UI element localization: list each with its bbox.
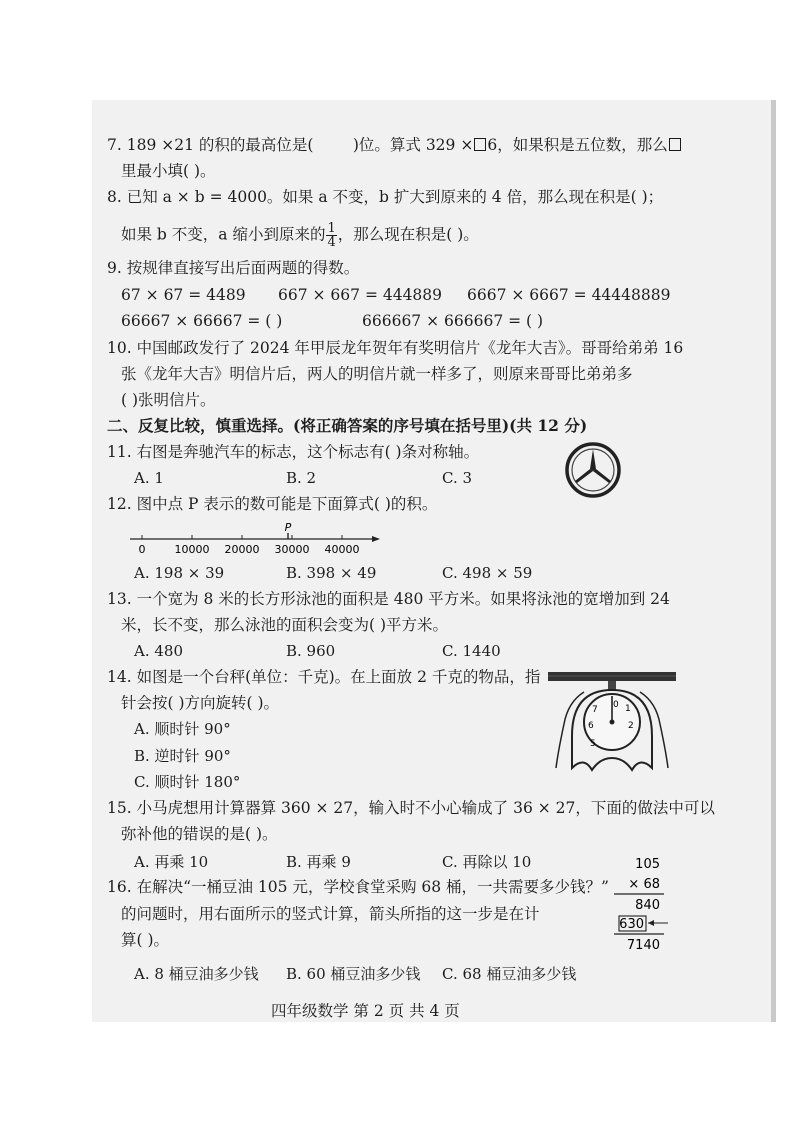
q9-eq2: 667 × 667 = 444889 (278, 286, 443, 304)
blank-square-icon (474, 138, 486, 151)
q16-line1: 16. 在解决“一桶豆油 105 元，学校食堂采购 68 桶，一共需要多少钱？” (107, 878, 609, 896)
dial-number-6: 6 (588, 721, 594, 731)
q14-line2: 针会按( )方向旋转( )。 (121, 694, 280, 712)
q8-line1: 8. 已知 a × b = 4000。如果 a 不变，b 扩大到原来的 4 倍，那么现在积是( )； (107, 188, 664, 206)
number-line-tick-label: 20000 (224, 543, 260, 556)
q7-line1: 7. 189 ×21 的积的最高位是( )位。算式 329 × 6，如果积是五位数，那么 (107, 135, 682, 155)
q16-line3: 算( )。 (121, 931, 170, 949)
dial-number-7: 7 (592, 705, 598, 715)
q9-eq3: 6667 × 6667 = 44448889 (467, 286, 671, 304)
number-line-tick-label: 10000 (174, 543, 210, 556)
q14-line1: 14. 如图是一个台秤(单位：千克)。在上面放 2 千克的物品，指 (107, 668, 541, 686)
q15-option-b: B. 再乘 9 (286, 853, 351, 871)
q12-option-a: A. 198 × 39 (134, 564, 225, 582)
q15-line1: 15. 小马虎想用计算器算 360 × 27，输入时不小心输成了 36 × 27，下面的做法中可以 (107, 799, 715, 817)
q13-line1: 13. 一个宽为 8 米的长方形泳池的面积是 480 平方米。如果将泳池的宽增加到 24 (107, 590, 670, 608)
dial-number-0: 0 (613, 700, 619, 710)
q13-option-b: B. 960 (286, 642, 336, 660)
page-footer: 四年级数学 第 2 页 共 4 页 (271, 1002, 460, 1020)
number-line-tick-label: 40000 (324, 543, 360, 556)
mercedes-logo-icon (563, 440, 623, 500)
page-edge (771, 100, 776, 1022)
q13-line2: 米，长不变，那么泳池的面积会变为( )平方米。 (121, 616, 449, 634)
q11-option-b: B. 2 (286, 469, 317, 487)
q12-option-b: B. 398 × 49 (286, 564, 377, 582)
q11-option-c: C. 3 (442, 469, 473, 487)
q15-option-a: A. 再乘 10 (134, 853, 209, 871)
fraction-one-quarter: $\frac{1}{4}$ (327, 221, 336, 250)
q9-prompt: 9. 按规律直接写出后面两题的得数。 (107, 259, 360, 277)
number-line-tick-label: 0 (138, 543, 146, 556)
q16-line2: 的问题时，用右面所示的竖式计算，箭头所指的这一步是在计 (121, 905, 540, 923)
section-2-heading: 二、反复比较，慎重选择。(将正确答案的序号填在括号里)(共 12 分) (107, 416, 588, 435)
q11-option-a: A. 1 (134, 469, 164, 487)
q10-line1: 10. 中国邮政发行了 2024 年甲辰龙年贺年有奖明信片《龙年大吉》。哥哥给弟弟 16 (107, 339, 684, 357)
q10-line2: 张《龙年大吉》明信片后，两人的明信片就一样多了，则原来哥哥比弟弟多 (121, 365, 633, 383)
q16-option-b: B. 60 桶豆油多少钱 (286, 965, 421, 983)
q14-option-c: C. 顺时针 180° (134, 773, 241, 791)
number-line-tick-label: 30000 (274, 543, 310, 556)
q16-option-c: C. 68 桶豆油多少钱 (442, 965, 577, 983)
dial-number-5: 5 (590, 739, 596, 749)
q13-option-a: A. 480 (134, 642, 183, 660)
dial-number-2: 2 (628, 721, 634, 731)
calc-partial-1: 840 (635, 898, 660, 913)
q9-eq5: 666667 × 666667 = ( ) (362, 312, 544, 330)
platform-scale-diagram (548, 664, 678, 776)
q10-line3: ( )张明信片。 (121, 391, 216, 409)
dial-number-1: 1 (625, 704, 631, 714)
q14-option-a: A. 顺时针 90° (134, 720, 231, 738)
q16-option-a: A. 8 桶豆油多少钱 (134, 965, 259, 983)
q15-line2: 弥补他的错误的是( )。 (121, 825, 278, 843)
calc-partial-2: 630 (619, 917, 644, 932)
calc-result: 7140 (626, 938, 660, 953)
q13-option-c: C. 1440 (442, 642, 501, 660)
blank-square-icon (669, 138, 681, 151)
q9-eq4: 66667 × 66667 = ( ) (121, 312, 283, 330)
q15-option-c: C. 再除以 10 (442, 853, 532, 871)
point-p-label: P (284, 521, 292, 534)
q11-prompt: 11. 右图是奔驰汽车的标志，这个标志有( )条对称轴。 (107, 443, 480, 461)
q8-line2: 如果 b 不变，a 缩小到原来的 $\frac{1}{4}$ ，那么现在积是( )。 (121, 221, 479, 250)
number-line-arrow (372, 536, 380, 542)
calc-multiplicand: 105 (635, 857, 660, 872)
q9-eq1: 67 × 67 = 4489 (121, 286, 246, 304)
q7-line2: 里最小填( )。 (121, 162, 216, 180)
q12-prompt: 12. 图中点 P 表示的数可能是下面算式( )的积。 (107, 495, 438, 513)
q12-option-c: C. 498 × 59 (442, 564, 533, 582)
q14-option-b: B. 逆时针 90° (134, 747, 231, 765)
scale-platform (548, 672, 676, 681)
calc-multiplier: × 68 (628, 877, 660, 892)
vertical-multiplication (608, 852, 680, 956)
number-line (128, 515, 383, 557)
